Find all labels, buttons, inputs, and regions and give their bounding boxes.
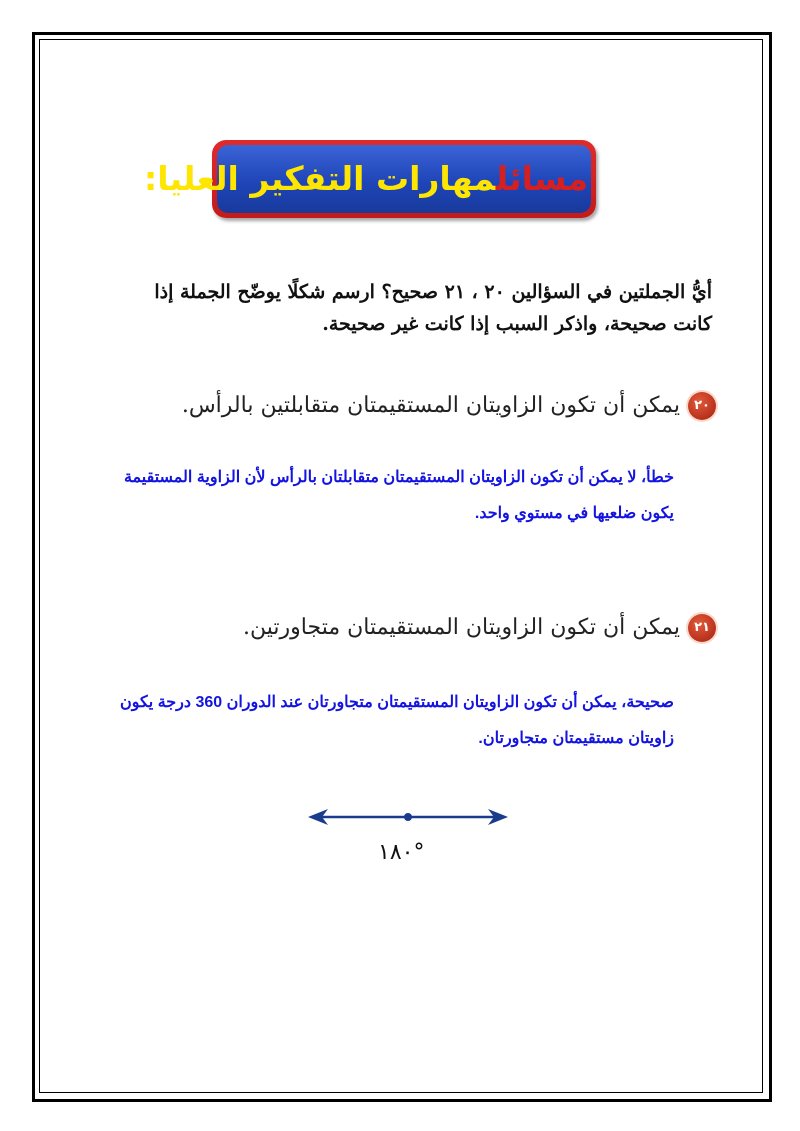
- vertex-point: [404, 813, 412, 821]
- banner-word-yellow: مهارات التفكير العليا:: [144, 159, 496, 198]
- question-number-badge: ٢٠: [688, 392, 716, 420]
- question-21: [243, 614, 716, 642]
- banner-word-red: مسائل: [495, 159, 588, 198]
- angle-label: ١٨٠°: [378, 840, 425, 865]
- banner-title: [144, 146, 588, 212]
- question-20: [182, 392, 716, 420]
- section-banner: [144, 140, 600, 222]
- answer-21: صحيحة، يمكن أن تكون الزاويتان المستقيمتان متجاورتان عند الدوران 360 درجة يكون زاويتان مستقيمتان متجاورتان.: [119, 694, 674, 747]
- intro-paragraph: أيُّ الجملتين في السؤالين ٢٠ ، ٢١ صحيح؟ ارسم شكلًا يوضّح الجملة إذا كانت صحيحة، واذكر السبب إذا كانت غير صحيحة.: [154, 281, 712, 335]
- question-text: يمكن أن تكون الزاويتان المستقيمتان متجاورتين.: [243, 615, 680, 640]
- answer-20: خطأ، لا يمكن أن تكون الزاويتان المستقيمتان متقابلتان بالرأس لأن الزاوية المستقيمة يكون ضلعيها في مستوي واحد.: [123, 469, 674, 522]
- question-number-badge: ٢١: [688, 614, 716, 642]
- straight-angle-figure: [300, 800, 520, 834]
- question-text: يمكن أن تكون الزاويتان المستقيمتان متقابلتين بالرأس.: [181, 393, 680, 418]
